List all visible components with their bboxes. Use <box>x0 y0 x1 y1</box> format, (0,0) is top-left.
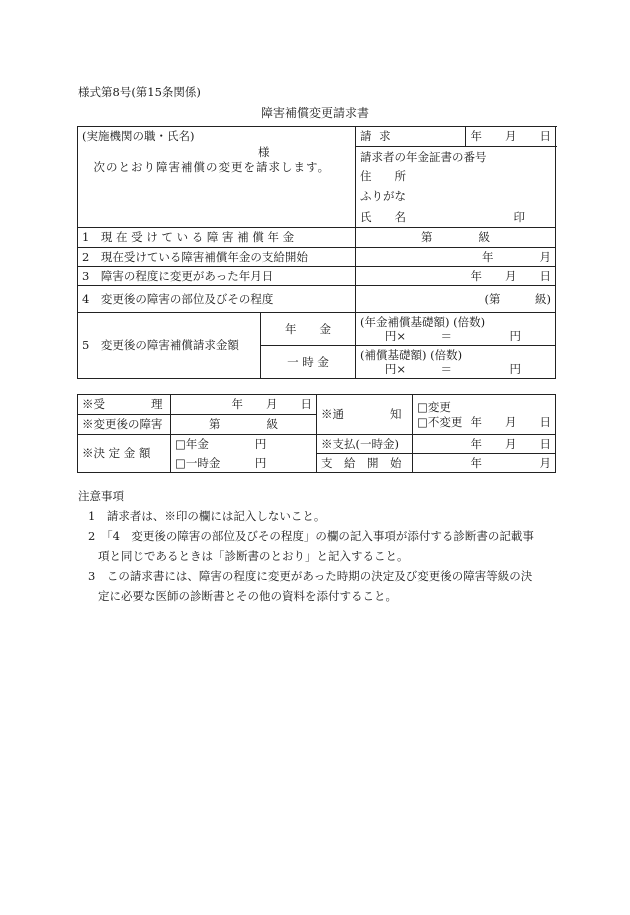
row4-field[interactable]: (第 級) <box>356 286 556 313</box>
shikyu-label: 支 給 開 始 <box>317 454 413 473</box>
shikyu-date-field[interactable]: 年 月 <box>413 454 556 473</box>
note-3-cont: 定に必要な医師の診断書とその他の資料を添付すること。 <box>98 589 397 603</box>
applicant-block <box>78 127 356 228</box>
note-2-cont: 項と同じであるときは「診断書のとおり」と記入すること。 <box>98 549 409 563</box>
office-table <box>77 394 556 473</box>
request-text: 次のとおり障害補償の変更を請求します。 <box>93 159 331 174</box>
address-label: 住 所 <box>360 169 407 184</box>
notes-heading: 注意事項 <box>78 489 124 503</box>
shiharai-date-field[interactable]: 年 月 日 <box>413 435 556 454</box>
furigana-label: ふりがな <box>360 189 407 204</box>
tsuchi-field[interactable] <box>413 395 556 435</box>
ichijikin-formula-field[interactable] <box>356 346 556 379</box>
seikyu-date-field[interactable]: 年 月 日 <box>466 127 556 147</box>
row5-label: 5 変更後の障害補償請求金額 <box>78 313 261 379</box>
sama-label: 様 <box>258 145 270 160</box>
ichijikin-formula-title: (補償基礎額) (倍数) <box>360 347 463 362</box>
kettei-label: ※決 定 金 額 <box>78 435 171 473</box>
note-1: 1 請求者は、※印の欄には記入しないこと。 <box>88 509 326 523</box>
pension-no-label: 請求者の年金証書の番号 <box>356 147 556 167</box>
nenkin-formula-title: (年金補償基礎額) (倍数) <box>360 314 486 329</box>
form-title: 障害補償変更請求書 <box>260 106 369 120</box>
henko-checkbox[interactable]: □変更 <box>417 400 451 415</box>
seikyu-label: 請 求 <box>356 127 466 147</box>
row1-field[interactable]: 第 級 <box>356 228 556 248</box>
row2-label: 2 現在受けている障害補償年金の支給開始 <box>78 248 356 267</box>
juri-date-field[interactable]: 年 月 日 <box>171 395 317 415</box>
row3-label: 3 障害の程度に変更があった年月日 <box>78 267 356 286</box>
ichijikin-formula: 円× ＝ 円 <box>384 362 522 376</box>
name-label: 氏 名 <box>360 209 407 224</box>
row1-label: 1 現 在 受 け て い る 障 害 補 償 年 金 <box>78 228 356 248</box>
furigana-field[interactable] <box>356 187 556 207</box>
nenkin-formula-field[interactable] <box>356 313 556 346</box>
row3-field[interactable]: 年 月 日 <box>356 267 556 286</box>
henkogo-label: ※変更後の障害 <box>78 415 171 435</box>
org-label: (実施機関の職・氏名) <box>82 129 195 143</box>
form-number: 様式第8号(第15条関係) <box>78 85 201 99</box>
name-field[interactable] <box>356 207 556 228</box>
seal-mark: 印 <box>513 209 526 224</box>
row4-label: 4 変更後の障害の部位及びその程度 <box>78 286 356 313</box>
notes-section <box>78 486 558 606</box>
fuhenko-date: 年 月 日 <box>470 414 551 429</box>
shiharai-label: ※支払(一時金) <box>317 435 413 454</box>
nenkin-label: 年 金 <box>261 313 356 346</box>
main-table <box>77 126 556 379</box>
fuhenko-checkbox[interactable]: □不変更 <box>417 414 463 429</box>
juri-label: ※受 理 <box>78 395 171 415</box>
nenkin-option-field[interactable]: □年金 円 <box>171 435 317 454</box>
address-field[interactable] <box>356 167 556 187</box>
ichijikin-option-field[interactable]: □一時金 円 <box>171 454 317 473</box>
tsuchi-label: ※通 知 <box>317 395 413 435</box>
henkogo-field[interactable]: 第 級 <box>171 415 317 435</box>
row2-field[interactable]: 年 月 <box>356 248 556 267</box>
ichijikin-label: 一 時 金 <box>261 346 356 379</box>
note-2: 2 「4 変更後の障害の部位及びその程度」の欄の記入事項が添付する診断書の記載事 <box>88 529 534 543</box>
nenkin-formula: 円× ＝ 円 <box>384 329 522 343</box>
note-3: 3 この請求書には、障害の程度に変更があった時期の決定及び変更後の障害等級の決 <box>88 569 533 583</box>
